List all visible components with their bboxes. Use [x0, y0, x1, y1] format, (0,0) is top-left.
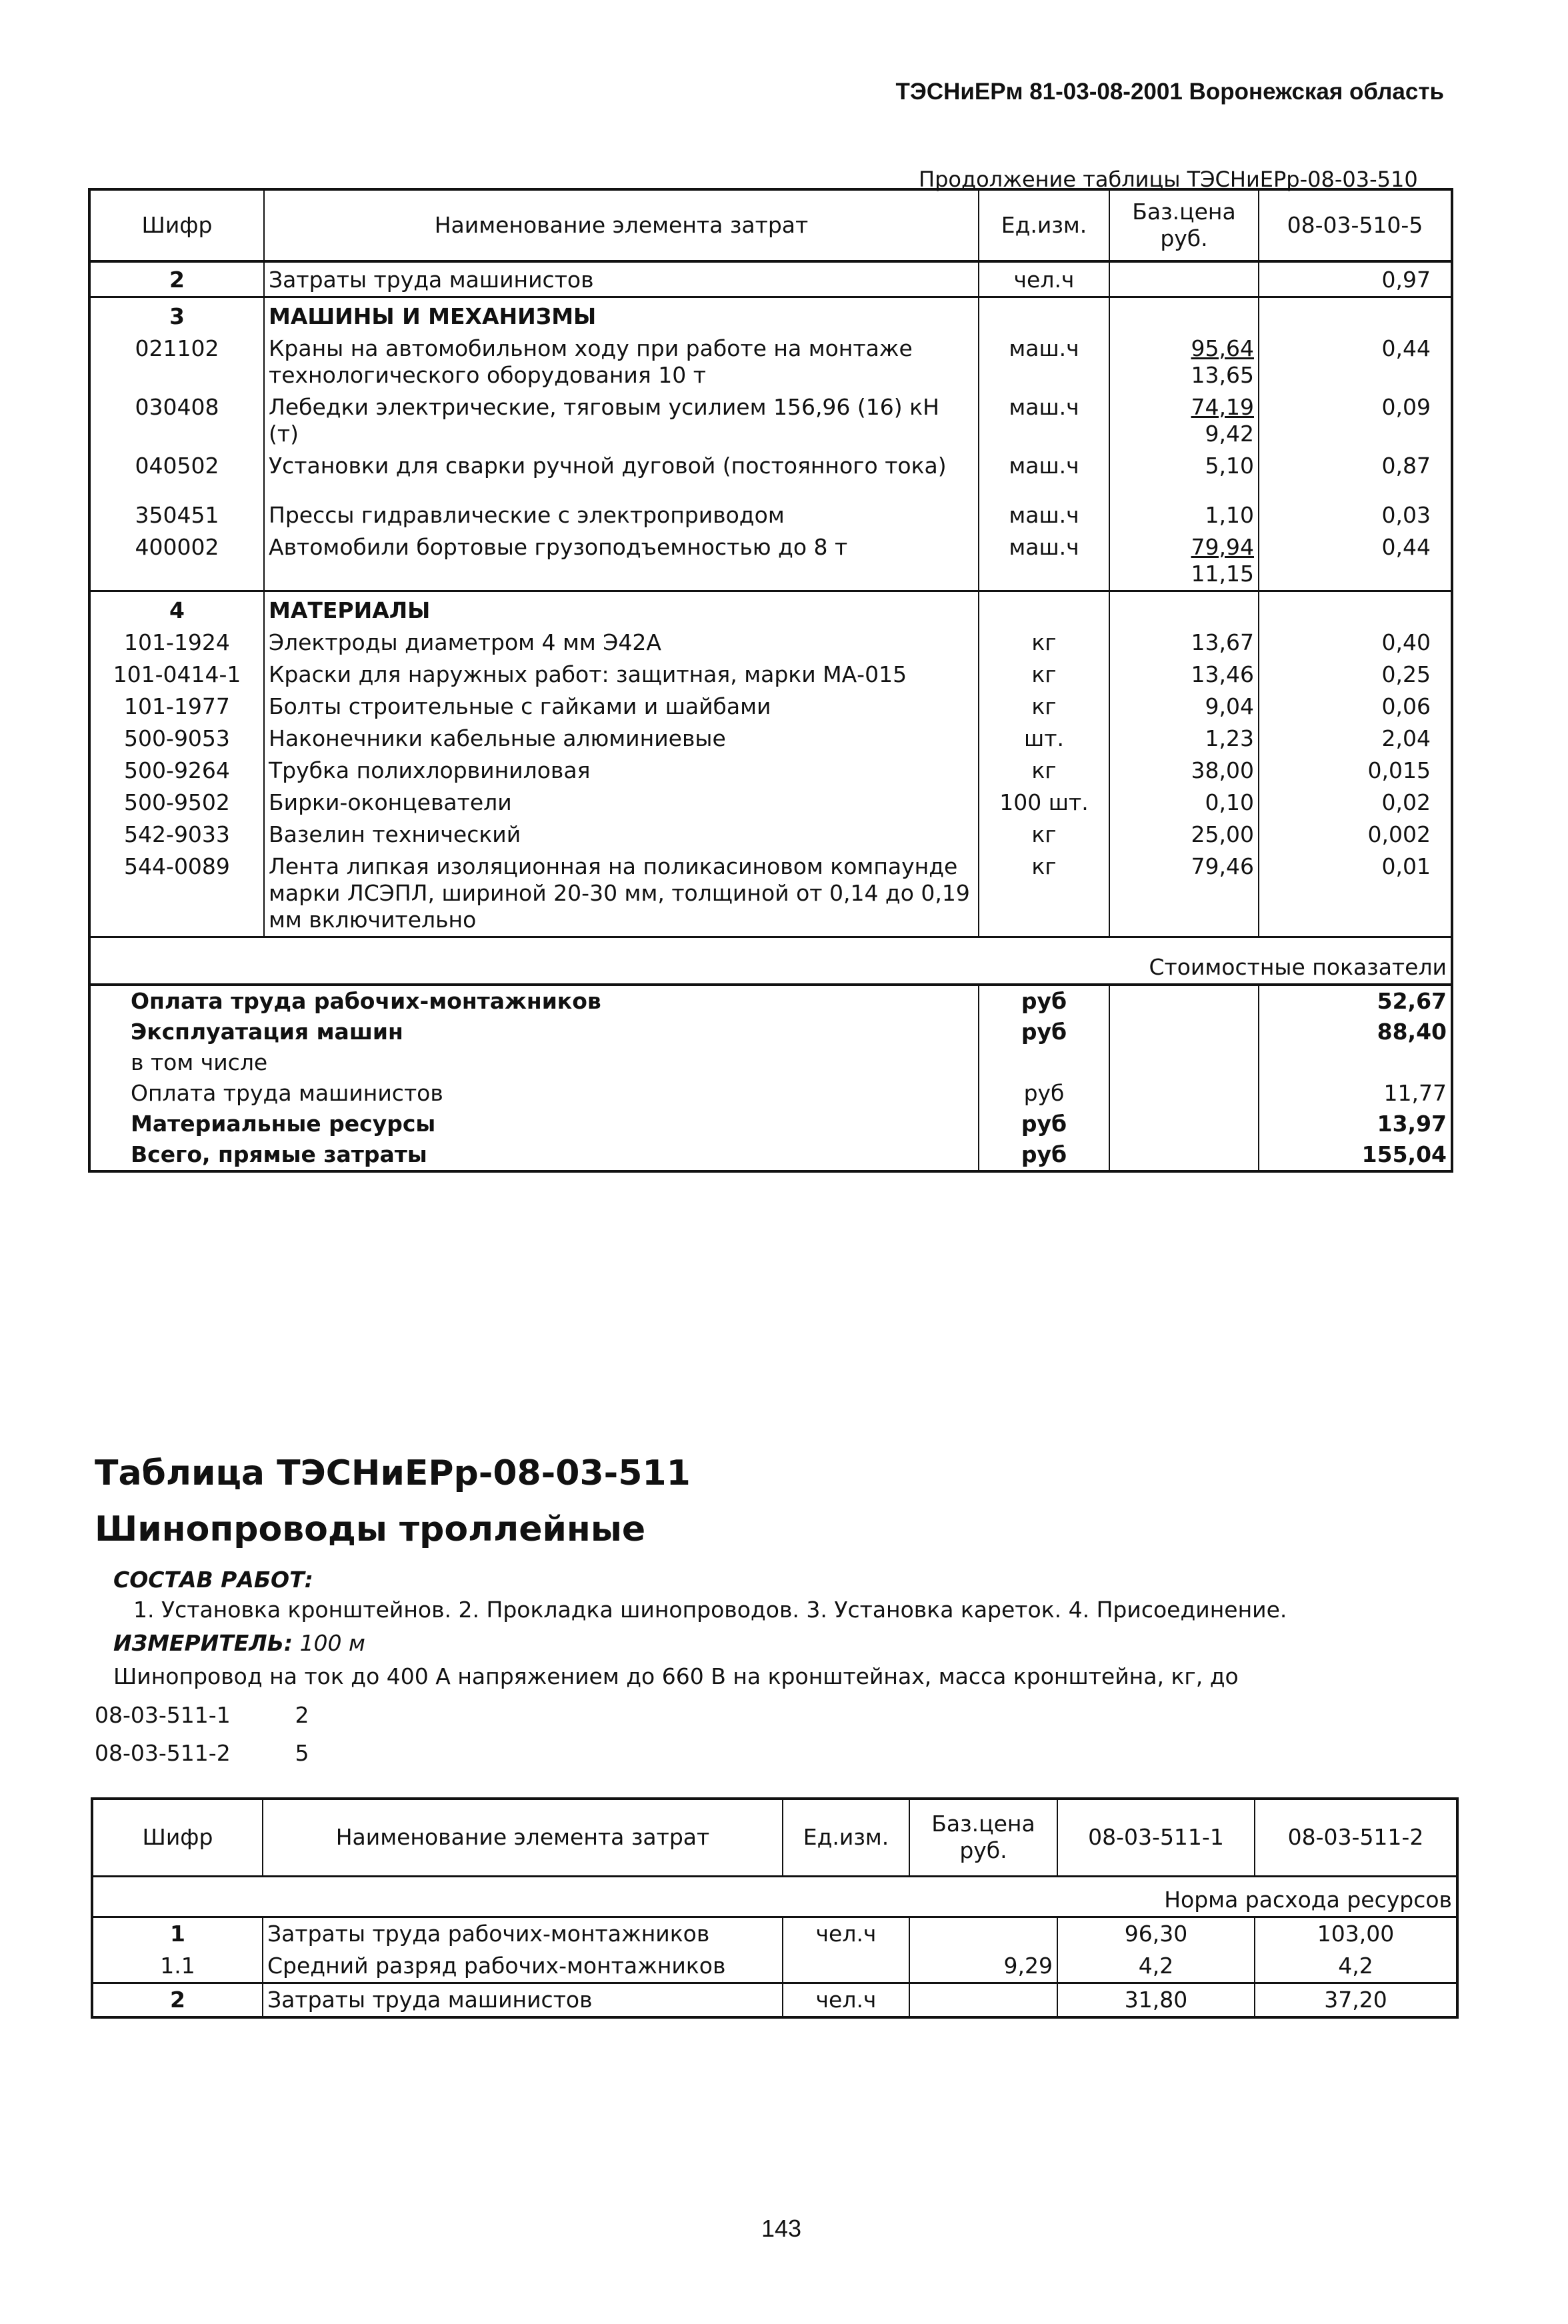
cost-unit: руб	[979, 1109, 1109, 1139]
row-norm	[1259, 591, 1452, 627]
table-row	[89, 627, 1452, 659]
table-row	[89, 482, 1452, 531]
cost-unit	[979, 1047, 1109, 1078]
row-norm-2: 37,20	[1255, 1983, 1457, 2017]
row-norm: 0,87	[1381, 453, 1431, 479]
table-row	[89, 531, 1452, 591]
price-value: 13,46	[1191, 661, 1254, 687]
resource-table-511	[91, 1797, 1459, 2019]
row-norm: 0,02	[1381, 789, 1431, 815]
cost-unit: руб	[979, 1017, 1109, 1047]
row-code: 3	[89, 297, 264, 333]
row-norm: 2,04	[1381, 725, 1431, 751]
variant-value: 2	[295, 1702, 309, 1728]
norm-title-row	[92, 1876, 1457, 1917]
row-norm: 0,06	[1381, 693, 1431, 719]
col-header-name: Наименование элемента затрат	[263, 1799, 783, 1876]
row-name: МАШИНЫ И МЕХАНИЗМЫ	[264, 297, 979, 333]
row-norm: 0,44	[1381, 335, 1431, 361]
row-norm: 0,97	[1381, 267, 1431, 293]
row-unit: чел.ч	[979, 261, 1109, 297]
row-code: 2	[89, 261, 264, 297]
cost-title-row	[89, 937, 1452, 985]
works-text: 1. Установка кронштейнов. 2. Прокладка шинопроводов. 3. Установка кареток. 4. Присоединение.	[133, 1597, 1287, 1623]
cost-empty	[1109, 1078, 1259, 1109]
variant-1	[95, 1702, 309, 1728]
cost-label: Материальные ресурсы	[89, 1109, 979, 1139]
row-unit: маш.ч	[979, 531, 1109, 591]
col-header-norm-2: 08-03-511-2	[1255, 1799, 1457, 1876]
row-unit: 100 шт.	[979, 787, 1109, 819]
row-unit: чел.ч	[783, 1983, 909, 2017]
table-row	[89, 755, 1452, 787]
row-unit	[783, 1950, 909, 1983]
cost-title: Стоимостные показатели	[89, 937, 1452, 985]
row-name: Затраты труда машинистов	[263, 1983, 783, 2017]
row-name: Установки для сварки ручной дуговой (постоянного тока)	[264, 450, 979, 482]
cost-label: Всего, прямые затраты	[89, 1139, 979, 1171]
section-subtitle: Шинопроводы троллейные	[95, 1509, 646, 1549]
row-price	[1109, 819, 1259, 851]
variant-value: 5	[295, 1740, 309, 1766]
row-price	[1109, 391, 1259, 450]
price-machinist-value: 13,65	[1191, 362, 1254, 388]
resource-table-510	[88, 188, 1453, 1173]
row-name: Электроды диаметром 4 мм Э42А	[264, 627, 979, 659]
row-norm: 0,25	[1381, 661, 1431, 687]
row-code: 040502	[89, 450, 264, 482]
table-row	[92, 1950, 1457, 1983]
cost-row	[89, 1047, 1452, 1078]
price-value: 13,67	[1191, 629, 1254, 655]
row-name: Наконечники кабельные алюминиевые	[264, 723, 979, 755]
col-header-unit: Ед.изм.	[979, 189, 1109, 261]
row-norm: 0,002	[1367, 821, 1431, 847]
col-header-name: Наименование элемента затрат	[264, 189, 979, 261]
table-row	[89, 787, 1452, 819]
table-row	[92, 1983, 1457, 2017]
row-code: 2	[92, 1983, 263, 2017]
row-code: 500-9502	[89, 787, 264, 819]
page-header: ТЭСНиЕРм 81-03-08-2001 Воронежская область	[895, 79, 1444, 105]
row-norm-2: 4,2	[1338, 1952, 1373, 1979]
row-unit: маш.ч	[979, 391, 1109, 450]
row-name: Трубка полихлорвиниловая	[264, 755, 979, 787]
price-value: 1,23	[1205, 725, 1254, 751]
row-norm-1: 4,2	[1057, 1950, 1255, 1983]
row-price	[1109, 333, 1259, 391]
row-unit: кг	[979, 819, 1109, 851]
row-unit: маш.ч	[979, 482, 1109, 531]
row-name: Краски для наружных работ: защитная, марки МА-015	[264, 659, 979, 691]
row-code: 030408	[89, 391, 264, 450]
price-value: 79,46	[1191, 853, 1254, 879]
row-name: Затраты труда машинистов	[264, 261, 979, 297]
row-name: Лента липкая изоляционная на поликасиновом компаунде марки ЛСЭПЛ, шириной 20-30 мм, толщиной от 0,14 до 0,19 мм включительно	[264, 851, 979, 937]
cost-row	[89, 1078, 1452, 1109]
row-norm-1: 96,30	[1057, 1917, 1255, 1950]
cost-value	[1259, 1047, 1452, 1078]
cost-unit: руб	[979, 1078, 1109, 1109]
row-price: 9,29	[909, 1950, 1057, 1983]
variant-code: 08-03-511-2	[95, 1740, 231, 1766]
row-price	[1109, 755, 1259, 787]
col-header-code: Шифр	[89, 189, 264, 261]
row-price	[1109, 261, 1259, 297]
price-value: 74,19	[1191, 394, 1254, 420]
meter-line	[113, 1630, 365, 1656]
row-code: 4	[89, 591, 264, 627]
col-header-norm-1: 08-03-511-1	[1057, 1799, 1255, 1876]
col-header-price: Баз.цена руб.	[1109, 189, 1259, 261]
row-price	[1109, 723, 1259, 755]
row-code: 101-1924	[89, 627, 264, 659]
price-value: 95,64	[1191, 335, 1254, 361]
row-price	[1109, 787, 1259, 819]
row-code: 400002	[89, 531, 264, 591]
row-name: Затраты труда рабочих-монтажников	[263, 1917, 783, 1950]
row-code: 1.1	[92, 1950, 263, 1983]
table-row	[89, 391, 1452, 450]
row-price	[1109, 531, 1259, 591]
row-norm: 0,44	[1381, 534, 1431, 560]
table-row	[89, 297, 1452, 333]
table-body	[89, 261, 1452, 937]
cost-empty	[1109, 985, 1259, 1017]
row-price	[1109, 591, 1259, 627]
row-code: 101-1977	[89, 691, 264, 723]
cost-value: 11,77	[1383, 1080, 1447, 1106]
cost-value: 88,40	[1377, 1019, 1447, 1045]
norm-title: Норма расхода ресурсов	[909, 1876, 1457, 1917]
row-unit	[979, 591, 1109, 627]
price-value: 25,00	[1191, 821, 1254, 847]
row-unit: маш.ч	[979, 333, 1109, 391]
cost-value: 52,67	[1377, 988, 1447, 1014]
row-name: Бирки-оконцеватели	[264, 787, 979, 819]
table-row	[89, 723, 1452, 755]
row-price	[1109, 450, 1259, 482]
row-price	[1109, 297, 1259, 333]
row-norm-2: 103,00	[1317, 1920, 1395, 1947]
table-row	[89, 333, 1452, 391]
row-code: 500-9264	[89, 755, 264, 787]
row-code: 021102	[89, 333, 264, 391]
cost-label: Оплата труда машинистов	[89, 1078, 979, 1109]
cost-row	[89, 1017, 1452, 1047]
table-row	[89, 591, 1452, 627]
price-machinist-value: 9,42	[1205, 421, 1254, 447]
table-row	[89, 819, 1452, 851]
meter-value: 100 м	[299, 1630, 365, 1656]
row-code: 544-0089	[89, 851, 264, 937]
price-value: 5,10	[1205, 453, 1254, 479]
row-code: 350451	[89, 482, 264, 531]
row-price	[909, 1917, 1057, 1950]
cost-row	[89, 1109, 1452, 1139]
row-norm: 0,40	[1381, 629, 1431, 655]
row-code: 542-9033	[89, 819, 264, 851]
row-price	[1109, 659, 1259, 691]
price-value: 9,04	[1205, 693, 1254, 719]
table-header-row	[89, 189, 1452, 261]
row-norm	[1259, 297, 1452, 333]
cost-empty	[1109, 1139, 1259, 1171]
table-row	[92, 1917, 1457, 1950]
variant-code: 08-03-511-1	[95, 1702, 231, 1728]
row-unit: кг	[979, 659, 1109, 691]
col-header-code: Шифр	[92, 1799, 263, 1876]
section-title: Таблица ТЭСНиЕРр-08-03-511	[95, 1453, 691, 1493]
description-text: Шинопровод на ток до 400 А напряжением до 660 В на кронштейнах, масса кронштейна, кг, до	[113, 1663, 1239, 1689]
row-unit: кг	[979, 755, 1109, 787]
row-norm: 0,01	[1381, 853, 1431, 879]
col-header-unit: Ед.изм.	[783, 1799, 909, 1876]
variant-2	[95, 1740, 309, 1766]
row-code: 101-0414-1	[89, 659, 264, 691]
row-norm-1: 31,80	[1057, 1983, 1255, 2017]
table-row	[89, 851, 1452, 937]
row-name: Лебедки электрические, тяговым усилием 156,96 (16) кН (т)	[264, 391, 979, 450]
row-name: Средний разряд рабочих-монтажников	[263, 1950, 783, 1983]
col-header-price: Баз.цена руб.	[909, 1799, 1057, 1876]
cost-label: Оплата труда рабочих-монтажников	[89, 985, 979, 1017]
cost-row	[89, 985, 1452, 1017]
row-price	[909, 1983, 1057, 2017]
cost-value: 13,97	[1377, 1111, 1447, 1137]
cost-body	[89, 985, 1452, 1171]
row-name: Автомобили бортовые грузоподъемностью до 8 т	[264, 531, 979, 591]
works-label: СОСТАВ РАБОТ:	[113, 1567, 313, 1593]
meter-label: ИЗМЕРИТЕЛЬ:	[113, 1630, 293, 1656]
price-value: 1,10	[1205, 502, 1254, 528]
row-code: 1	[92, 1917, 263, 1950]
row-norm: 0,03	[1381, 502, 1431, 528]
cost-unit: руб	[979, 985, 1109, 1017]
row-name: Прессы гидравлические с электроприводом	[264, 482, 979, 531]
row-price	[1109, 482, 1259, 531]
cost-value: 155,04	[1361, 1141, 1447, 1167]
row-norm: 0,09	[1381, 394, 1431, 420]
row-name: МАТЕРИАЛЫ	[264, 591, 979, 627]
row-price	[1109, 851, 1259, 937]
row-norm: 0,015	[1367, 757, 1431, 783]
row-unit: кг	[979, 627, 1109, 659]
page-number: 143	[761, 2215, 802, 2242]
table-row	[89, 261, 1452, 297]
row-unit: шт.	[979, 723, 1109, 755]
row-unit	[979, 297, 1109, 333]
table-body	[92, 1917, 1457, 2017]
price-machinist-value: 11,15	[1191, 561, 1254, 587]
table-row	[89, 450, 1452, 482]
row-price	[1109, 691, 1259, 723]
cost-row	[89, 1139, 1452, 1171]
price-value: 0,10	[1205, 789, 1254, 815]
cost-empty	[1109, 1109, 1259, 1139]
row-price	[1109, 627, 1259, 659]
table-continuation-note: Продолжение таблицы ТЭСНиЕРр-08-03-510	[919, 167, 1418, 192]
row-name: Болты строительные с гайками и шайбами	[264, 691, 979, 723]
row-name: Вазелин технический	[264, 819, 979, 851]
price-value: 38,00	[1191, 757, 1254, 783]
row-unit: кг	[979, 691, 1109, 723]
cost-empty	[1109, 1017, 1259, 1047]
table-row	[89, 691, 1452, 723]
table-row	[89, 659, 1452, 691]
price-value: 79,94	[1191, 534, 1254, 560]
row-unit: чел.ч	[783, 1917, 909, 1950]
table-header-row	[92, 1799, 1457, 1876]
norm-spacer	[92, 1876, 909, 1917]
row-code: 500-9053	[89, 723, 264, 755]
row-unit: маш.ч	[979, 450, 1109, 482]
col-header-norm: 08-03-510-5	[1259, 189, 1452, 261]
row-name: Краны на автомобильном ходу при работе на монтаже технологического оборудования 10 т	[264, 333, 979, 391]
cost-label: Эксплуатация машин	[89, 1017, 979, 1047]
cost-unit: руб	[979, 1139, 1109, 1171]
cost-empty	[1109, 1047, 1259, 1078]
row-unit: кг	[979, 851, 1109, 937]
cost-label: в том числе	[89, 1047, 979, 1078]
